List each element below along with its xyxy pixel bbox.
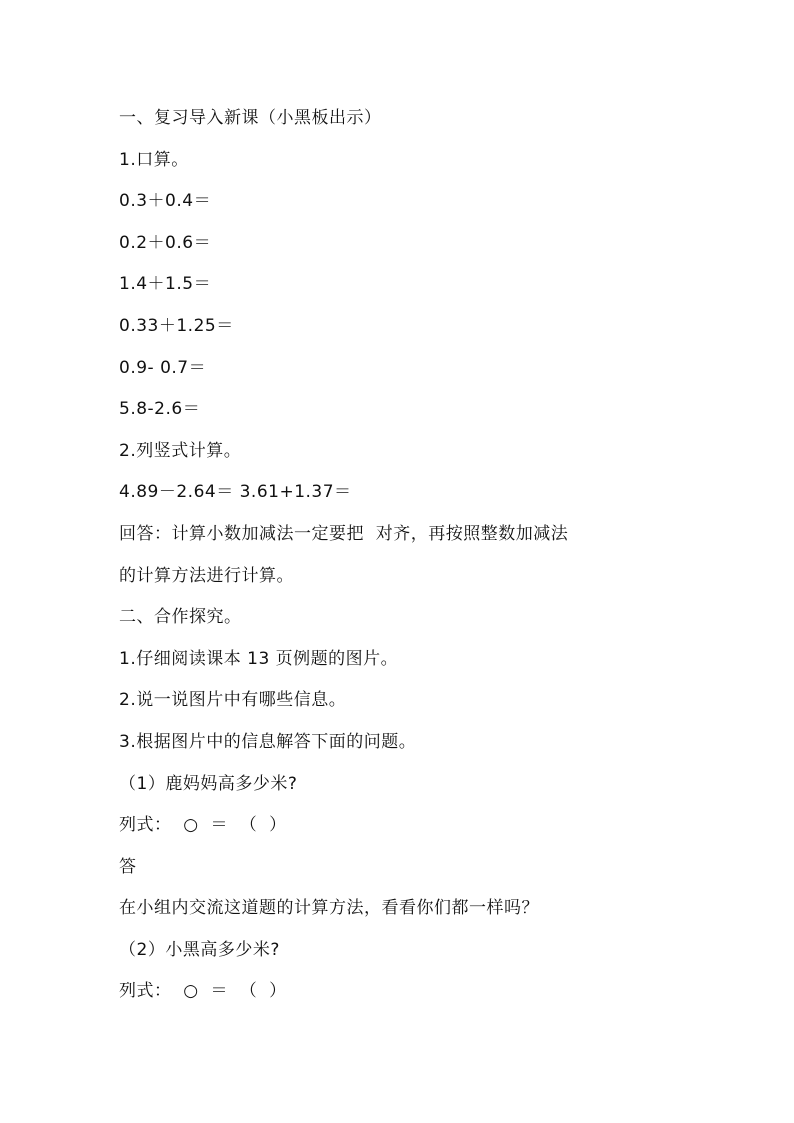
equation-line: 0.2＋0.6＝ (119, 232, 212, 253)
item-vertical-calc-heading: 2.列竖式计算。 (119, 440, 242, 461)
question-line: （1）鹿妈妈高多少米? (119, 773, 298, 794)
instruction-line: 1.仔细阅读课本 13 页例题的图片。 (119, 648, 399, 669)
question-line: （2）小黑高多少米? (119, 939, 280, 960)
answer-label: 答 (119, 856, 137, 877)
document-body (119, 101, 699, 1016)
section-heading-review: 一、复习导入新课（小黑板出示） (119, 108, 382, 128)
equation-line: 0.3＋0.4＝ (119, 191, 212, 212)
item-mental-math-heading: 1.口算。 (119, 149, 189, 170)
instruction-line: 3.根据图片中的信息解答下面的问题。 (119, 731, 417, 752)
formula-line: 列式： ○ ＝ （ ） (119, 981, 287, 1002)
equation-line: 4.89－2.64＝ 3.61+1.37＝ (119, 482, 352, 503)
answer-text-line: 回答：计算小数加减法一定要把 对齐，再按照整数加减法 (119, 523, 569, 544)
equation-line: 0.33＋1.25＝ (119, 315, 234, 336)
equation-line: 0.9- 0.7＝ (119, 357, 207, 378)
instruction-line: 2.说一说图片中有哪些信息。 (119, 690, 347, 711)
section-heading-cooperative: 二、合作探究。 (119, 607, 242, 628)
equation-line: 1.4＋1.5＝ (119, 274, 212, 295)
discussion-line: 在小组内交流这道题的计算方法，看看你们都一样吗？ (119, 898, 539, 919)
equation-line: 5.8-2.6＝ (119, 399, 201, 420)
answer-text-line: 的计算方法进行计算。 (119, 565, 294, 586)
formula-line: 列式： ○ ＝ （ ） (119, 815, 287, 836)
